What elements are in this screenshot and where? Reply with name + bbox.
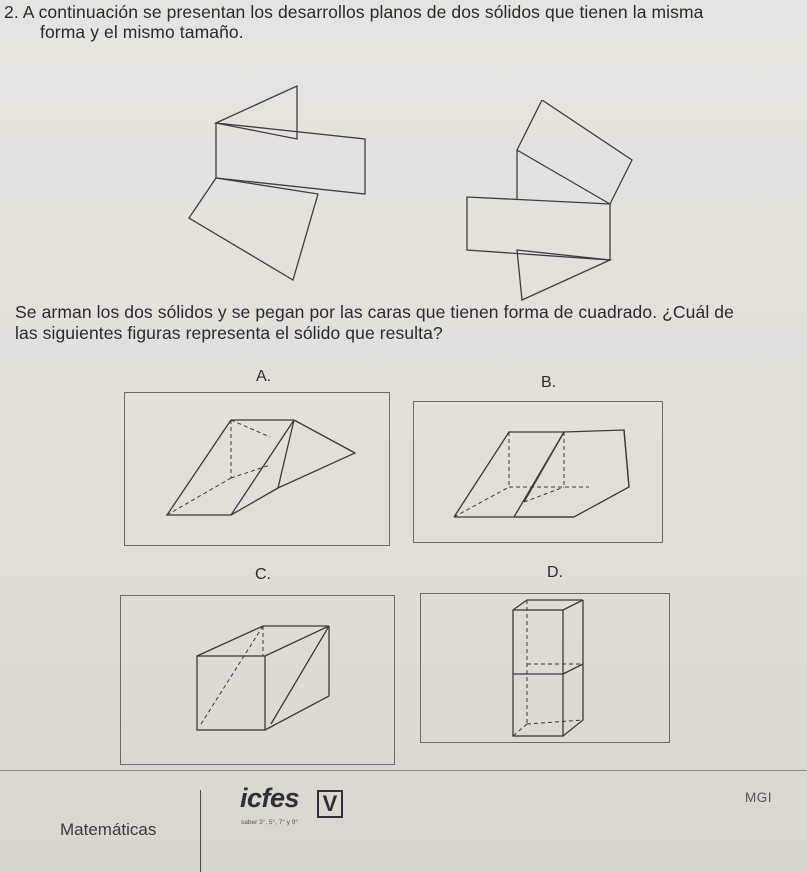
option-a-figure <box>125 393 391 547</box>
question-line-3: Se arman los dos sólidos y se pegan por las caras que tienen forma de cuadrado. ¿Cuál de <box>15 302 734 322</box>
option-c-box[interactable] <box>120 595 395 765</box>
option-b-box[interactable] <box>413 401 663 543</box>
option-c-label: C. <box>255 566 271 583</box>
icfes-logo-text: icfes <box>240 783 300 813</box>
icfes-logo <box>240 783 299 814</box>
option-a-box[interactable] <box>124 392 390 546</box>
option-c-figure <box>121 596 396 766</box>
question-line-4: las siguientes figuras representa el sólido que resulta? <box>15 323 443 343</box>
net-right <box>462 100 642 305</box>
option-d-figure <box>421 594 671 744</box>
option-d-label: D. <box>547 564 563 581</box>
footer-rule <box>0 770 807 771</box>
option-a-label: A. <box>256 368 272 385</box>
option-d-box[interactable] <box>420 593 670 743</box>
net-left <box>185 80 385 290</box>
question-line-2: forma y el mismo tamaño. <box>40 22 244 42</box>
icfes-logo-mark: V <box>317 790 343 818</box>
footer-divider <box>200 790 201 872</box>
icfes-logo-subtitle: saber 3°, 5°, 7° y 9° <box>241 819 299 826</box>
question-line-1 <box>4 2 804 22</box>
footer-code: MGI <box>745 790 772 805</box>
question-number: 2. <box>4 2 19 22</box>
option-b-figure <box>414 402 664 544</box>
option-b-label: B. <box>541 374 557 391</box>
question-intro: A continuación se presentan los desarrollos planos de dos sólidos que tienen la misma <box>22 2 704 22</box>
footer-subject: Matemáticas <box>60 820 157 839</box>
